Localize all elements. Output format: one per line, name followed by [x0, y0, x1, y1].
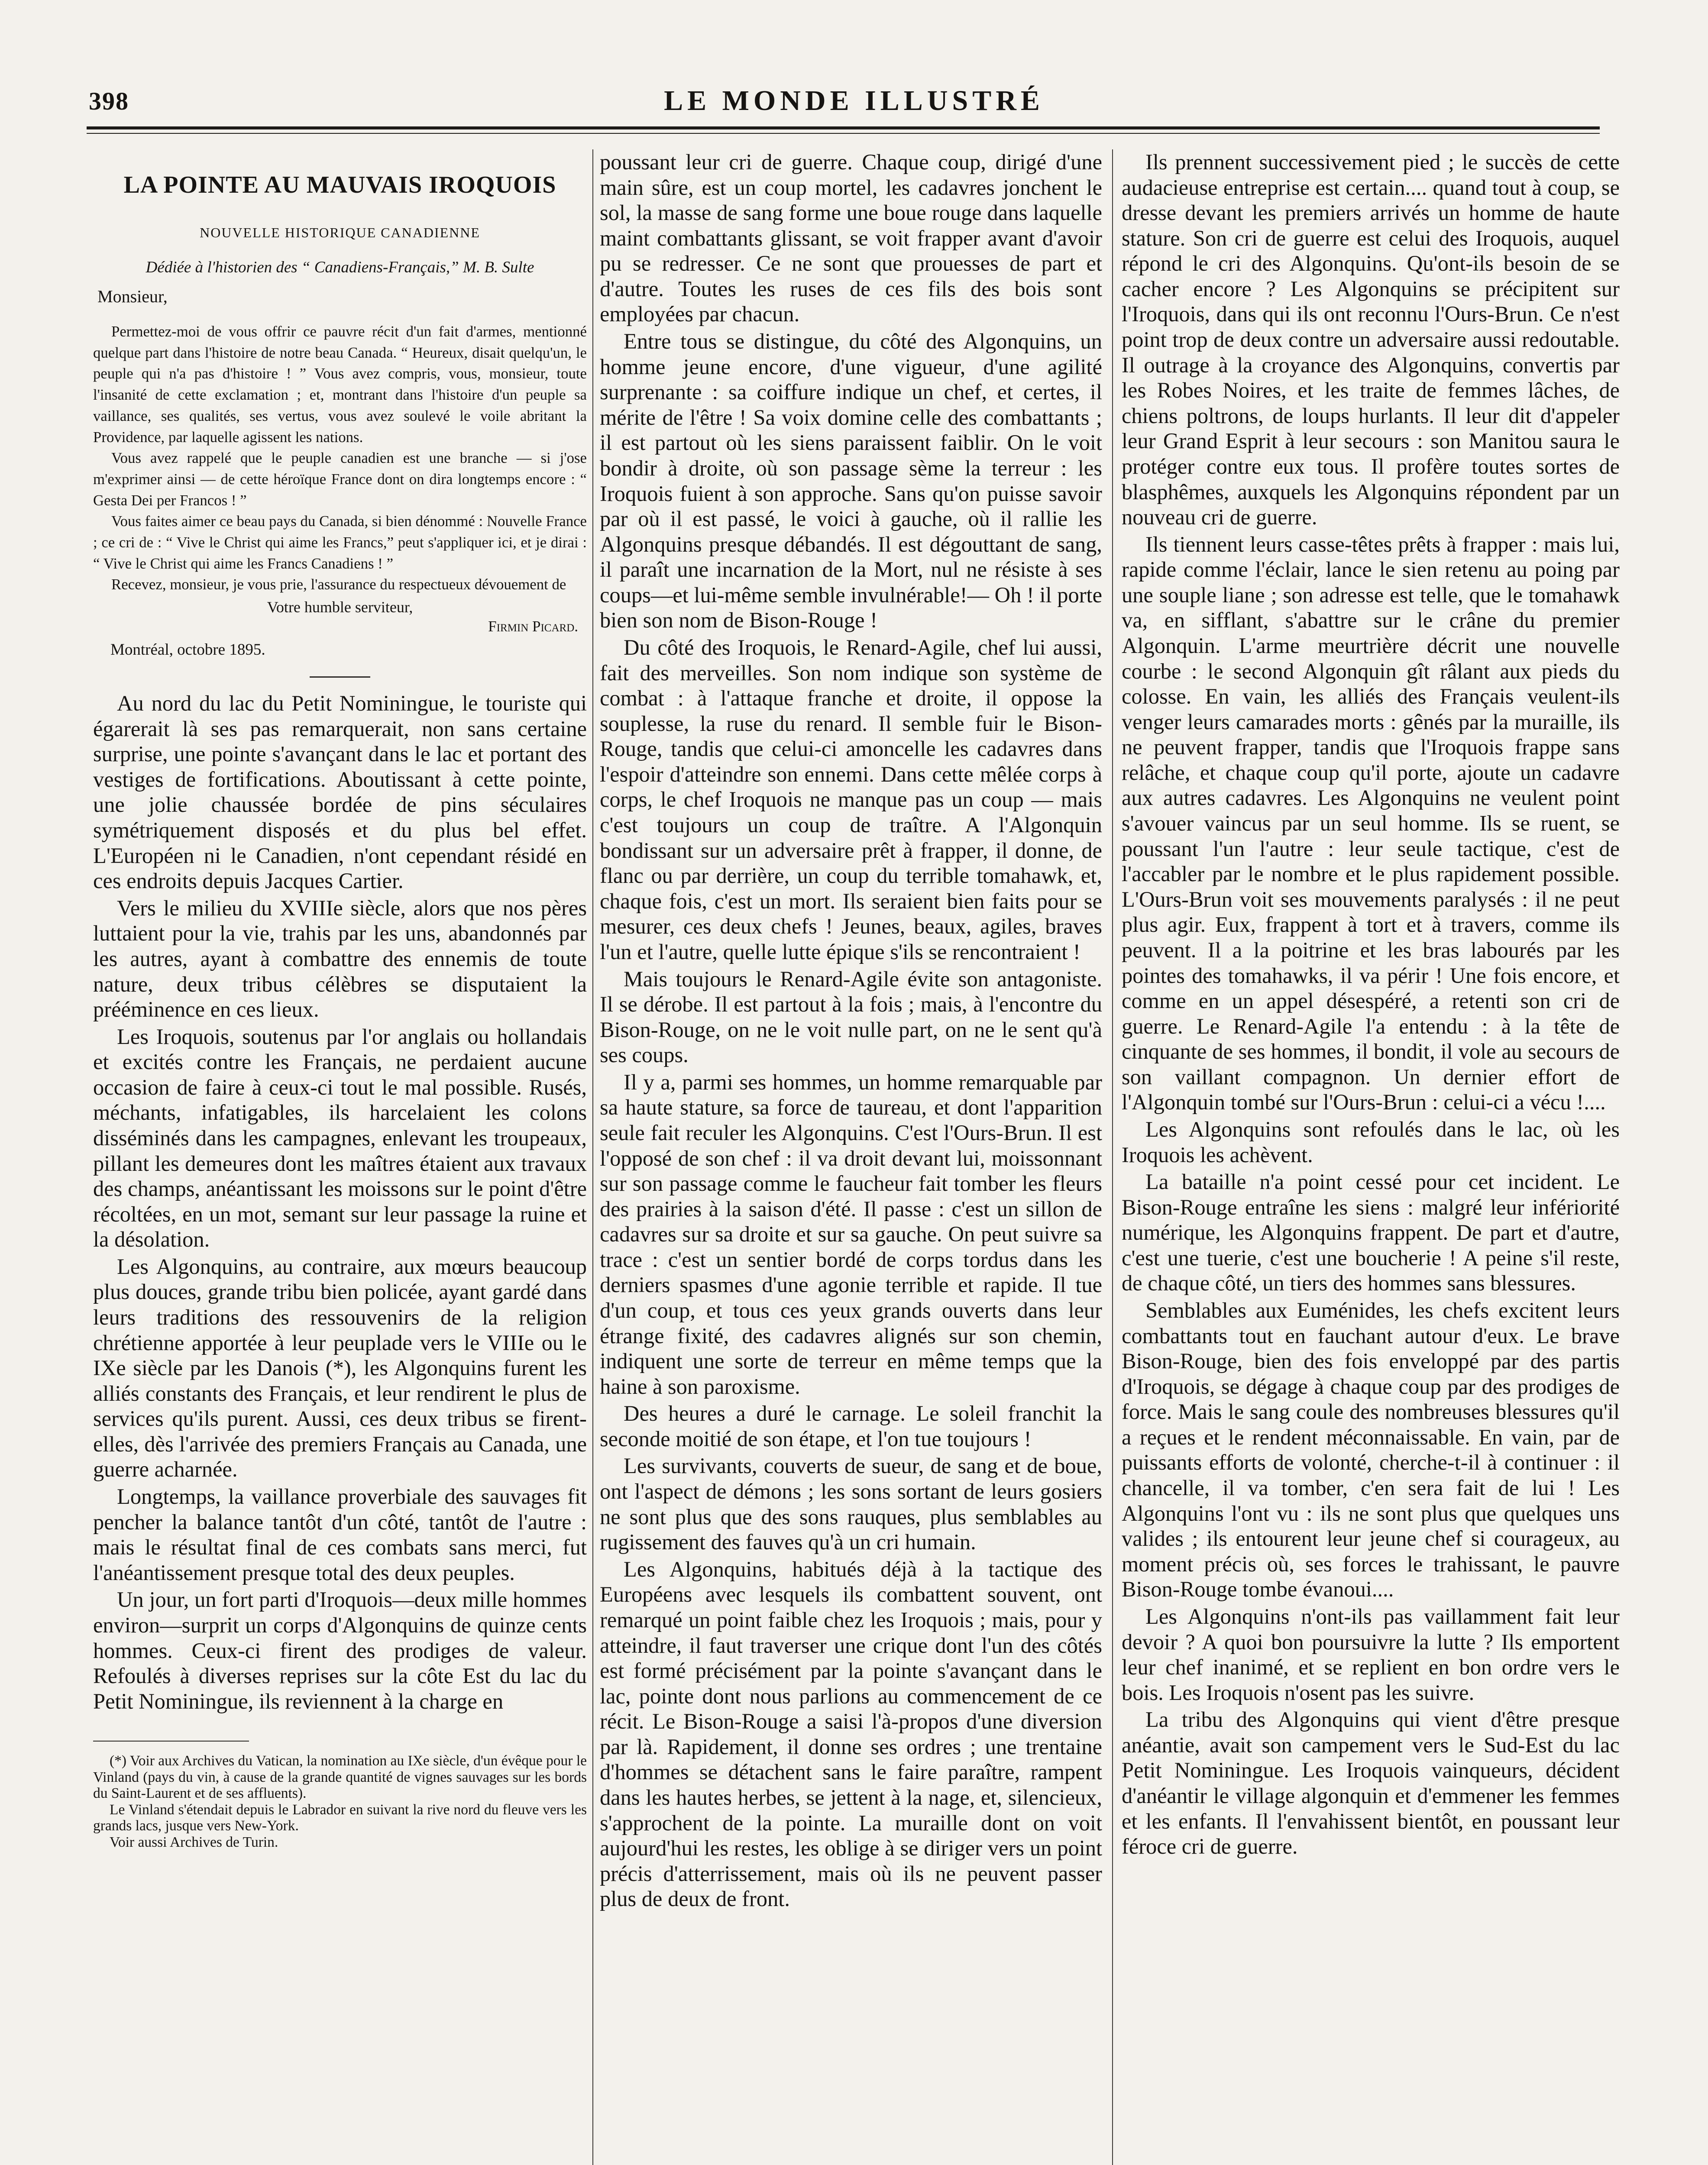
letter-signoff: Votre humble serviteur, [267, 598, 413, 616]
body-paragraph: Semblables aux Euménides, les chefs excitent leurs combattants tout en fauchant autour d'eux. Le brave Bison-Rouge, bien des fois enveloppé par des partis d'Iroquois, se dégage à chaque coup par des prodiges de force. Mais le sang coule des nombreuses blessures qu'il a reçues et le rendent méconnaissable. En vain, par de puissants efforts de volonté, cherche-t-il à continuer : il chancelle, il va tomber, c'en sera fait de lui ! Les Algonquins l'ont vu : ils ne sont plus que quelques uns valides ; ils entourent leur jeune chef si courageux, au moment précis où, ses forces le trahissant, le pauvre Bison-Rouge tombe évanoui.... [1122, 1298, 1620, 1602]
letter-paragraph: Vous faites aimer ce beau pays du Canada, si bien dénommé : Nouvelle France ; ce cri de : “ Vive le Christ qui aime les Francs,” peut s'appliquer ici, et je dirai : “ Vive le Christ qui aime les Francs Canadiens ! ” [93, 513, 587, 572]
body-paragraph: Des heures a duré le carnage. Le soleil franchit la seconde moitié de son étape, et l'on tue toujours ! [600, 1401, 1102, 1451]
column-2 [600, 149, 1102, 2165]
body-paragraph: Les Algonquins n'ont-ils pas vaillamment fait leur devoir ? A quoi bon poursuivre la lutte ? Ils emportent leur chef inanimé, et se replient en bon ordre vers le bois. Les Iroquois n'osent pas les suivre. [1122, 1604, 1620, 1705]
footnote: Le Vinland s'étendait depuis le Labrador en suivant la rive nord du fleuve vers les grands lacs, jusque vers New-York. [93, 1801, 587, 1834]
body-paragraph: Les Algonquins, au contraire, aux mœurs beaucoup plus douces, grande tribu bien policée, ayant gardé dans leurs traditions des ressouvenirs de la religion chrétienne apportée à leur peuplade vers le VIIIe ou le IXe siècle par les Danois (*), les Algonquins furent les alliés constants des Français, et leur rendirent le plus de services qu'ils purent. Aussi, ces deux tribus se firent-elles, dès l'arrivée des premiers Français au Canada, une guerre acharnée. [93, 1254, 587, 1482]
letter-paragraph: Permettez-moi de vous offrir ce pauvre récit d'un fait d'armes, mentionné quelque part dans l'histoire de notre beau Canada. “ Heureux, disait quelqu'un, le peuple qui n'a pas d'histoire ! ” Vous avez compris, vous, monsieur, toute l'insanité de cette exclamation ; et, montrant dans l'histoire d'un peuple sa vaillance, ses qualités, ses vertus, vous avez soulevé le voile abritant la Providence, par laquelle agissent les nations. [93, 323, 587, 446]
page-number: 398 [89, 87, 129, 115]
footnote-rule [93, 1741, 249, 1742]
dedication: Dédiée à l'historien des “ Canadiens-Français,” M. B. Sulte [146, 259, 534, 276]
body-paragraph: Au nord du lac du Petit Nominingue, le touriste qui égarerait là ses pas remarquerait, non sans certaine surprise, une pointe s'avançant dans le lac et portant des vestiges de fortifications. Aboutissant à cette pointe, une jolie chaussée bordée de pins séculaires symétriquement disposés et du plus bel effet. L'Européen ni le Canadien, n'ont cependant résidé en ces endroits depuis Jacques Cartier. [93, 691, 587, 893]
body-paragraph: Entre tous se distingue, du côté des Algonquins, un homme jeune encore, d'une vigueur, d'une agilité surprenante : sa coiffure indique un chef, et certes, il mérite de l'être ! Sa voix domine celle des combattants ; il est partout où les siens paraissent faiblir. On le voit bondir à droite, où son passage sème la terreur : les Iroquois fuient à son approche. Sans qu'on puisse savoir par où il est passé, le voici à gauche, où il rallie les Algonquins presque débandés. Il est dégouttant de sang, il paraît une incarnation de la Mort, nul ne résiste à ses coups—et lui-même semble invulnérable!— Oh ! il porte bien son nom de Bison-Rouge ! [600, 329, 1102, 633]
letter-paragraph: Recevez, monsieur, je vous prie, l'assurance du respectueux dévouement de [111, 576, 566, 593]
body-paragraph: Ils prennent successivement pied ; le succès de cette audacieuse entreprise est certain.... quand tout à coup, se dresse devant les premiers arrivés un homme de haute stature. Son cri de guerre est celui des Iroquois, auquel répond le cri des Algonquins. Qu'ont-ils besoin de se cacher encore ? Les Algonquins se précipitent sur l'Iroquois, dans qui ils ont reconnu l'Ours-Brun. Ce n'est point trop de deux contre un adversaire aussi redoutable. Il outrage à la croyance des Algonquins, convertis par les Robes Noires, et les traite de femmes lâches, de chiens poltrons, de loups hurlants. Il leur dit d'appeler leur Grand Esprit à leur secours : son Manitou saura le protéger contre eux tous. Il profère toutes sortes de blasphêmes, auxquels les Algonquins répondent par un nouveau cri de guerre. [1122, 150, 1620, 530]
body-paragraph: La bataille n'a point cessé pour cet incident. Le Bison-Rouge entraîne les siens : malgré leur infériorité numérique, les Algonquins frappent. De part et d'autre, c'est une tuerie, c'est une boucherie ! A peine s'il reste, de chaque côté, un tiers des hommes sans blessures. [1122, 1170, 1620, 1296]
article-title: LA POINTE AU MAUVAIS IROQUOIS [123, 171, 556, 198]
body-paragraph: Les Iroquois, soutenus par l'or anglais ou hollandais et excités contre les Français, ne perdaient aucune occasion de faire à ceux-ci tout le mal possible. Rusés, méchants, infatigables, ils harcelaient les colons disséminés dans les campagnes, enlevant les troupeaux, pillant les demeures dont les maîtres étaient aux travaux des champs, anéantissant les moissons sur le point d'être récoltées, en un mot, semant sur leur passage la ruine et la désolation. [93, 1024, 587, 1252]
body-paragraph: Ils tiennent leurs casse-têtes prêts à frapper : mais lui, rapide comme l'éclair, lance le sien retenu au poing par une souple liane ; son adresse est telle, que le tomahawk va, en sifflant, s'abattre sur le crâne du premier Algonquin. L'arme meurtrière décrit une nouvelle courbe : le second Algonquin gît râlant aux pieds du colosse. En vain, les alliés des Français veulent-ils venger leurs camarades morts : gênés par la muraille, ils ne peuvent frapper, tandis que l'Iroquois frappe sans relâche, et chaque coup qu'il porte, ajoute un cadavre aux autres cadavres. Les Algonquins ne veulent point s'avouer vaincus par un seul homme. Ils se ruent, se poussant l'un l'autre : leur seule tactique, c'est de l'accabler par le nombre et le plus rapidement possible. L'Ours-Brun voit ses mouvements paralysés : il ne peut plus agir. Eux, frappent à tort et à travers, comme ils peuvent. Il a la poitrine et les bras labourés par les pointes des tomahawks, il va périr ! Une fois encore, et comme en un appel désespéré, a retenti son cri de guerre. Le Renard-Agile l'a entendu : à la tête de cinquante de ses hommes, il bondit, il vole au secours de son vaillant compagnon. Un dernier effort de l'Algonquin tombé sur l'Ours-Brun : celui-ci a vécu !.... [1122, 532, 1620, 1115]
section-rule [310, 676, 370, 678]
footnote: Voir aussi Archives de Turin. [110, 1834, 278, 1850]
body-paragraph: Longtemps, la vaillance proverbiale des sauvages fit pencher la balance tantôt d'un côté, tantôt de l'autre : mais le résultat final de ces combats sans merci, fut l'anéantissement presque total des deux peuples. [93, 1484, 587, 1585]
header-rule [87, 126, 1600, 129]
running-head: LE MONDE ILLUSTRÉ [664, 85, 1044, 116]
body-paragraph: Du côté des Iroquois, le Renard-Agile, chef lui aussi, fait des merveilles. Son nom indique son système de combat : à l'attaque franche et droite, il oppose la souplesse, la ruse du renard. Il semble fuir le Bison-Rouge, tandis que celui-ci amoncelle les cadavres dans l'espoir d'atteindre son ennemi. Dans cette mêlée corps à corps, le chef Iroquois ne manque pas un coup — mais c'est toujours un coup de traître. A l'Algonquin bondissant sur un adversaire prêt à frapper, il donne, de flanc ou par derrière, un coup du terrible tomahawk, et, chaque fois, c'est un mort. Ils seraient bien faits pour se mesurer, ces deux chefs ! Jeunes, beaux, agiles, braves l'un et l'autre, quelle lutte épique s'ils se rencontraient ! [600, 635, 1102, 964]
body-paragraph: Les survivants, couverts de sueur, de sang et de boue, ont l'aspect de démons ; les sons sortant de leurs gosiers ne sont plus que des sons rauques, plus semblables au rugissement des fauves qu'à un cri humain. [600, 1454, 1102, 1554]
body-paragraph: Un jour, un fort parti d'Iroquois—deux mille hommes environ—surprit un corps d'Algonquins de quinze cents hommes. Ceux-ci firent des prodiges de valeur. Refoulés à diverses reprises sur la côte Est du lac du Petit Nominingue, ils reviennent à la charge en [93, 1587, 587, 1713]
column-divider [592, 149, 593, 2165]
body-paragraph: Les Algonquins sont refoulés dans le lac, où les Iroquois les achèvent. [1122, 1117, 1620, 1167]
column-1 [93, 149, 587, 2165]
body-paragraph: La tribu des Algonquins qui vient d'être presque anéantie, avait son campement vers le Sud-Est du lac Petit Nominingue. Les Iroquois vainqueurs, décident d'anéantir le village algonquin et d'emmener les femmes et les enfants. Il l'envahissent bientôt, en poussant leur féroce cri de guerre. [1122, 1707, 1620, 1859]
letter-paragraph: Vous avez rappelé que le peuple canadien est une branche — si j'ose m'exprimer ainsi — de cette héroïque France dont on dira longtemps encore : “ Gesta Dei per Francos ! ” [93, 449, 587, 509]
body-paragraph: poussant leur cri de guerre. Chaque coup, dirigé d'une main sûre, est un coup mortel, les cadavres jonchent le sol, la masse de sang forme une boue rouge dans laquelle maint combattants glissant, se voit frapper avant d'avoir pu se redresser. Ce ne sont que prouesses de part et d'autre. Toutes les ruses de ces fils des bois sont employées par chacun. [600, 150, 1102, 326]
salutation: Monsieur, [97, 287, 168, 306]
column-3 [1122, 149, 1620, 2165]
header-rule-thin [87, 133, 1600, 134]
footnote: (*) Voir aux Archives du Vatican, la nomination au IXe siècle, d'un évêque pour le Vinland (pays du vin, à cause de la grande quantité de vignes sauvages sur les bords du Saint-Laurent et de ses affluents). [93, 1753, 587, 1802]
body-paragraph: Vers le milieu du XVIIIe siècle, alors que nos pères luttaient pour la vie, trahis par les uns, abandonnés par les autres, ayant à combattre des ennemis de toute nature, deux tribus célèbres se disputaient la prééminence en ces lieux. [93, 895, 587, 1022]
article-subtitle: NOUVELLE HISTORIQUE CANADIENNE [200, 225, 480, 240]
dateline: Montréal, octobre 1895. [110, 641, 265, 659]
body-paragraph: Mais toujours le Renard-Agile évite son antagoniste. Il se dérobe. Il est partout à la fois ; mais, à l'encontre du Bison-Rouge, on ne le voit nulle part, on ne le sent qu'à ses coups. [600, 966, 1102, 1067]
author-signature: Firmin Picard. [488, 618, 578, 635]
column-divider [1112, 149, 1113, 2165]
body-paragraph: Il y a, parmi ses hommes, un homme remarquable par sa haute stature, sa force de taureau, et dont l'apparition seule fait reculer les Algonquins. C'est l'Ours-Brun. Il est l'opposé de son chef : il va droit devant lui, moissonnant sur son passage comme le faucheur fait tomber les fleurs des prairies à la saison d'été. Il passe : c'est un sillon de cadavres sur sa droite et sur sa gauche. On peut suivre sa trace : c'est un sentier bordé de corps tordus dans les derniers spasmes d'une agonie terrible et rapide. Il tue d'un coup, et tous ces yeux grands ouverts dans leur étrange fixité, des cadavres alignés sur son chemin, indiquent une sorte de terreur en même temps que la haine à son paroxisme. [600, 1070, 1102, 1399]
body-paragraph: Les Algonquins, habitués déjà à la tactique des Européens avec lesquels ils combattent souvent, ont remarqué un point faible chez les Iroquois ; mais, pour y atteindre, il faut traverser une crique dont l'un des côtés est formé précisément par la pointe s'avançant dans le lac, pointe dont nous parlions au commencement de ce récit. Le Bison-Rouge a saisi l'à-propos d'une diversion par là. Rapidement, il donne ses ordres ; une trentaine d'hommes se détachent sans le faire paraître, rampent dans les hautes herbes, se jettent à la nage, et, silencieux, s'approchent de la pointe. La muraille dont on voit aujourd'hui les restes, les oblige à se diriger vers un point précis d'atterrissement, mais où ils ne peuvent passer plus de deux de front. [600, 1557, 1102, 1911]
